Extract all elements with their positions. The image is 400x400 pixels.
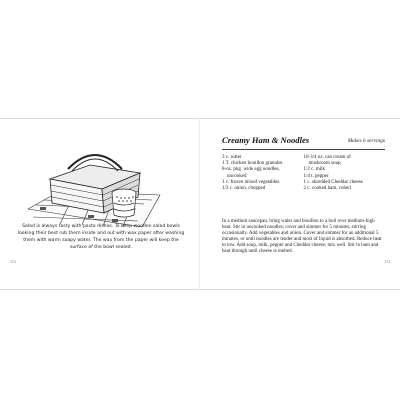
salad-bowl bbox=[112, 189, 136, 217]
ingredient-line: uncooked bbox=[222, 173, 247, 179]
book-spread bbox=[0, 118, 400, 290]
ingredient-line: 1 T. chicken bouillon granules bbox=[222, 161, 283, 167]
ingredient-line: 2 c. cooked ham, cubed bbox=[303, 186, 351, 192]
ingredient-line: 1/4 t. pepper bbox=[303, 173, 329, 179]
tip-caption: Salad is always tasty with pasta dishes. To keep wooden salad bowls looking their best rub them inside and out with wax paper after washing them with warm soapy water. The wax from the paper will keep the surface of the bowl sealed. bbox=[17, 224, 185, 250]
ingredient-line: 8-oz. pkg. wide egg noodles, bbox=[222, 167, 280, 173]
recipe-directions: In a medium saucepan, bring water and bouillon to a boil over medium-high heat. Stir in uncooked noodles; cover and simmer for 5 minutes, stirring occasionally. Add vegetables and onion. Cover and simmer for an additional 5 minutes, or until noodles are tender and most of liquid is absorbed. Reduce heat to low. Add soup, milk, pepper and Cheddar cheese; mix well. Stir in ham and heat through until cheese is melted. bbox=[222, 219, 382, 255]
ingredients-list bbox=[222, 155, 385, 192]
recipe-title: Creamy Ham & Noodles bbox=[222, 135, 310, 145]
servings-note: Makes 6 servings bbox=[347, 138, 385, 144]
ingredient-line: 1 c. frozen mixed vegetables bbox=[222, 179, 280, 185]
ingredient-line: 1/3 c. onion, chopped bbox=[222, 186, 266, 192]
ingredient-line: 1 c. shredded Cheddar cheese bbox=[303, 179, 363, 185]
page-number-right: 113 bbox=[384, 259, 390, 264]
ingredient-line: 1/2 c. milk bbox=[303, 167, 326, 173]
ingredient-line: mushroom soup bbox=[303, 161, 341, 167]
title-divider bbox=[222, 149, 385, 150]
ingredients-column-right bbox=[304, 155, 386, 192]
ingredient-line: 10-3/4 oz. can cream of bbox=[303, 155, 351, 160]
page-number-left: 112 bbox=[10, 259, 16, 264]
book-gutter bbox=[199, 119, 200, 289]
ingredient-line: 3 c. water bbox=[222, 155, 242, 160]
ingredients-column-left bbox=[222, 155, 304, 192]
